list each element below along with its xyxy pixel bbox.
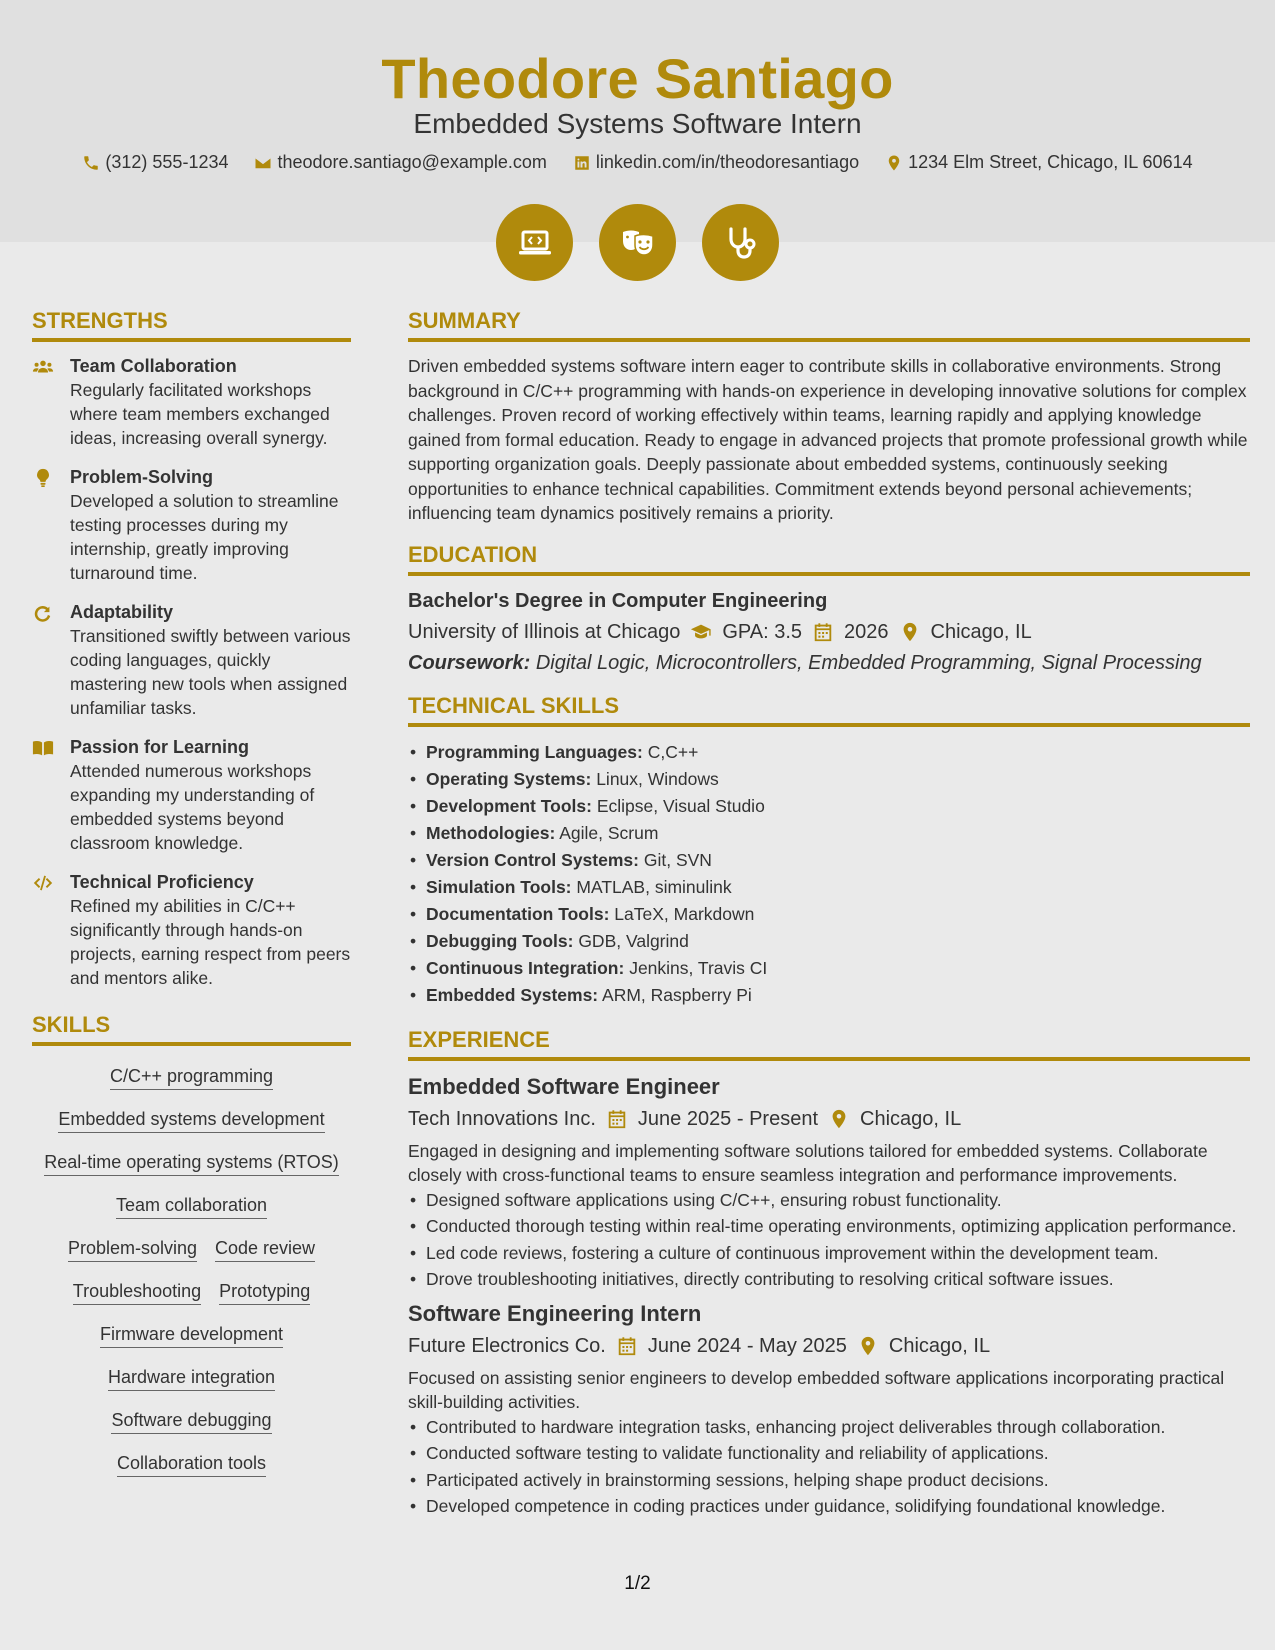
tech-skill-label: Debugging Tools: [426,930,574,951]
badge-laptop-code [496,204,573,281]
education-meta [408,618,1250,646]
list-item: • Conducted software testing to validate functionality and reliability of applications. [408,1441,1250,1466]
laptop-code-icon [515,223,555,263]
education-heading: EDUCATION [408,542,1250,576]
graduation-cap-icon [690,621,712,643]
strength-title: Passion for Learning [70,737,250,757]
tech-skill-label: Documentation Tools: [426,903,610,924]
map-marker-icon [885,154,903,172]
page-number: 1/2 [624,1573,651,1594]
skill-tag: Team collaboration [116,1195,267,1219]
technical-skills-heading: TECHNICAL SKILLS [408,693,1250,727]
tech-skill-label: Simulation Tools: [426,876,572,897]
list-item [408,820,1250,847]
left-column [32,308,351,1496]
tech-skill-label: Methodologies: [426,822,556,843]
redo-icon [32,602,54,624]
badge-theater-masks [599,204,676,281]
company-name: Tech Innovations Inc. [408,1107,596,1130]
strength-item [32,465,351,585]
job-meta [408,1105,1250,1133]
tech-skill-label: Continuous Integration: [426,957,625,978]
skill-tag: Firmware development [100,1324,283,1348]
contact-phone[interactable] [82,152,228,173]
right-column [408,308,1250,1521]
tech-skill-value: ARM, Raspberry Pi [602,984,752,1005]
skill-tag: Code review [215,1238,315,1262]
list-item: • Developed competence in coding practices under guidance, solidifying foundational knowledge. [408,1494,1250,1519]
list-item [408,847,1250,874]
job-dates: June 2025 - Present [637,1107,819,1130]
tech-skill-label: Development Tools: [426,795,592,816]
candidate-title: Embedded Systems Software Intern [413,108,862,139]
job-entry [408,1073,1250,1292]
list-item [408,793,1250,820]
tech-skill-value: MATLAB, siminulink [576,876,732,897]
theater-masks-icon [618,223,658,263]
skill-tag: Collaboration tools [117,1453,266,1477]
skill-tag: Real-time operating systems (RTOS) [44,1152,338,1176]
skill-tag: Embedded systems development [58,1109,324,1133]
strength-desc: Refined my abilities in C/C++ significantly through hands-on projects, earning respect from peers and mentors alike. [70,896,351,988]
code-icon [32,872,54,894]
phone-text: (312) 555-1234 [105,152,229,172]
tech-skill-label: Programming Languages: [426,741,643,762]
list-item [408,766,1250,793]
summary-heading: SUMMARY [408,308,1250,342]
coursework-line [408,649,1250,677]
list-item [408,982,1250,1009]
list-item: • Contributed to hardware integration tasks, enhancing project deliverables through collaboration. [408,1415,1250,1440]
contact-linkedin[interactable] [573,152,859,173]
stethoscope-icon [721,223,761,263]
strength-item [32,600,351,720]
list-item: • Conducted thorough testing within real-time operating environments, optimizing application performance. [408,1214,1250,1239]
job-dates: June 2024 - May 2025 [647,1334,847,1357]
list-item [408,739,1250,766]
job-title: Embedded Software Engineer [408,1073,720,1099]
email-text: theodore.santiago@example.com [277,152,547,172]
list-item: • Drove troubleshooting initiatives, directly contributing to resolving critical software issues. [408,1267,1250,1292]
map-marker-icon [899,621,921,643]
strength-desc: Regularly facilitated workshops where team members exchanged ideas, increasing overall synergy. [70,380,330,448]
tech-skill-value: LaTeX, Markdown [614,903,755,924]
education-location: Chicago, IL [930,620,1032,643]
strength-desc: Transitioned swiftly between various coding languages, quickly mastering new tools when assigned unfamiliar tasks. [70,626,351,718]
strength-item [32,735,351,855]
lightbulb-icon [32,467,54,489]
graduation-year: 2026 [844,620,889,643]
calendar-icon [812,621,834,643]
list-item [408,874,1250,901]
tech-skill-value: GDB, Valgrind [578,930,689,951]
map-marker-icon [828,1108,850,1130]
company-name: Future Electronics Co. [408,1334,606,1357]
strength-title: Problem-Solving [70,467,214,487]
tech-skill-value: Agile, Scrum [559,822,659,843]
job-location: Chicago, IL [888,1334,991,1357]
address-text: 1234 Elm Street, Chicago, IL 60614 [908,152,1193,172]
skill-tag: Software debugging [111,1410,271,1434]
linkedin-text: linkedin.com/in/theodoresantiago [595,152,860,172]
list-item [408,955,1250,982]
skill-tag: Troubleshooting [73,1281,201,1305]
skill-tag: C/C++ programming [110,1066,273,1090]
coursework-label: Coursework: [408,651,531,674]
list-item: • Designed software applications using C/C++, ensuring robust functionality. [408,1188,1250,1213]
job-description: Focused on assisting senior engineers to develop embedded software applications incorporating practical skill-building activities. [408,1367,1225,1412]
job-title: Software Engineering Intern [408,1300,702,1326]
experience-heading: EXPERIENCE [408,1027,1250,1061]
skill-tag: Problem-solving [68,1238,197,1262]
contact-email[interactable] [254,152,546,173]
list-item: • Participated actively in brainstorming sessions, helping shape product decisions. [408,1468,1250,1493]
tech-skill-value: Eclipse, Visual Studio [596,795,765,816]
list-item: • Led code reviews, fostering a culture of continuous improvement within the development team. [408,1241,1250,1266]
phone-icon [82,154,100,172]
tech-skill-value: Git, SVN [643,849,712,870]
job-meta [408,1332,1250,1360]
strength-item [32,870,351,990]
tech-skill-value: Jenkins, Travis CI [629,957,768,978]
badge-stethoscope [702,204,779,281]
job-bullets [408,1188,1250,1292]
degree-title: Bachelor's Degree in Computer Engineering [408,589,828,612]
skill-tag: Hardware integration [108,1367,275,1391]
contact-bar [0,152,1275,173]
linkedin-icon [573,154,591,172]
list-item [408,901,1250,928]
strength-title: Technical Proficiency [70,872,254,892]
envelope-icon [254,154,272,172]
job-entry [408,1300,1250,1519]
map-marker-icon [857,1335,879,1357]
calendar-icon [606,1108,628,1130]
strength-desc: Developed a solution to streamline testing processes during my internship, greatly improving turnaround time. [70,491,339,583]
coursework-list: Digital Logic, Microcontrollers, Embedded Programming, Signal Processing [535,651,1202,674]
gpa-text: GPA: 3.5 [722,620,803,643]
candidate-name: Theodore Santiago [381,47,894,110]
school-name: University of Illinois at Chicago [408,620,681,643]
strength-desc: Attended numerous workshops expanding my understanding of embedded systems beyond classroom knowledge. [70,761,315,853]
skills-heading: SKILLS [32,1012,351,1046]
strength-title: Team Collaboration [70,356,237,376]
users-icon [32,356,54,378]
job-description: Engaged in designing and implementing software solutions tailored for embedded systems. Collaborate closely with cross-functional teams to ensure seamless integration and performance improvements. [408,1140,1208,1185]
strength-title: Adaptability [70,602,174,622]
job-location: Chicago, IL [860,1107,962,1130]
summary-text: Driven embedded systems software intern eager to contribute skills in collaborative environments. Strong background in C/C++ programming with hands-on experience in developing innovative solutions for complex challenges. Proven record of working effectively within teams, learning rapidly and applying knowledge gained from formal education. Ready to engage in advanced projects that promote professional growth while supporting organization goals. Deeply passionate about embedded systems, continuously seeking opportunities to enhance technical capabilities. Commitment extends beyond personal achievements; influencing team dynamics positively remains a priority. [408,356,1248,523]
contact-address [885,152,1193,173]
tech-skill-label: Embedded Systems: [426,984,599,1005]
tech-skill-value: Linux, Windows [596,768,719,789]
skill-tag: Prototyping [219,1281,310,1305]
book-open-icon [32,737,54,759]
tech-skill-label: Version Control Systems: [426,849,639,870]
technical-skills-list [408,739,1250,1009]
tech-skill-label: Operating Systems: [426,768,592,789]
job-bullets [408,1415,1250,1519]
strengths-heading: STRENGTHS [32,308,351,342]
interest-badges [0,204,1275,281]
tech-skill-value: C,C++ [647,741,699,762]
calendar-icon [616,1335,638,1357]
list-item [408,928,1250,955]
strength-item [32,354,351,450]
